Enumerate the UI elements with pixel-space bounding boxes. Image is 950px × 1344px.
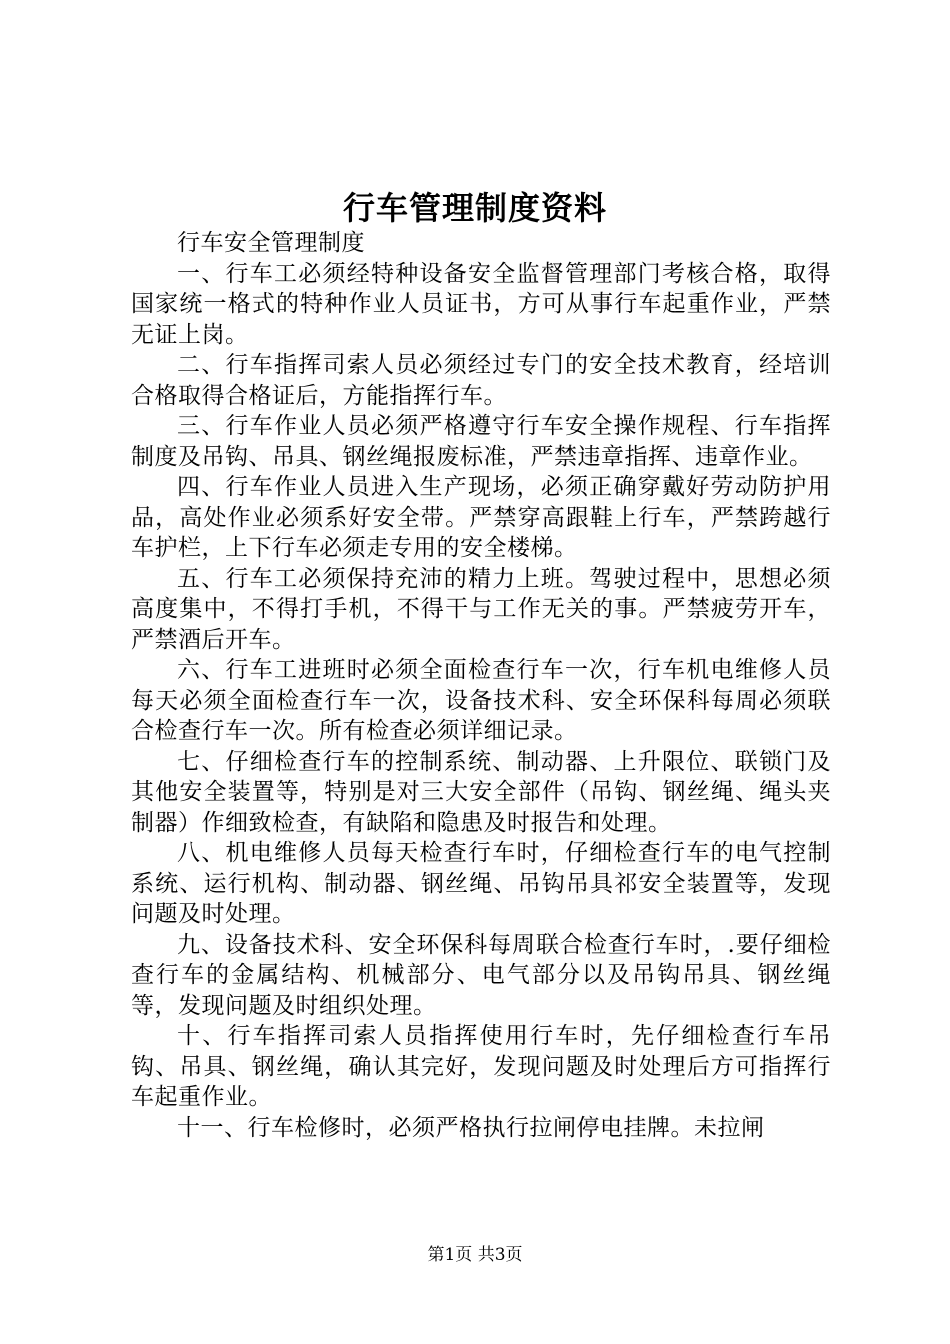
rule-paragraph-10: 十、行车指挥司索人员指挥使用行车时，先仔细检查行车吊钩、吊具、钢丝绳，确认其完好，发现问题及时处理后方可指挥行车起重作业。 [131, 1023, 831, 1110]
page-number-footer: 第1页 共3页 [427, 1245, 523, 1265]
section-heading: 行车安全管理制度 [177, 230, 365, 256]
rule-paragraph-7: 七、仔细检查行车的控制系统、制动器、上升限位、联锁门及其他安全装置等，特别是对三大安全部件（吊钩、钢丝绳、绳头夹制器）作细致检查，有缺陷和隐患及时报告和处理。 [131, 748, 831, 836]
rule-paragraph-11: 十一、行车检修时，必须严格执行拉闸停电挂牌。未拉闸 [177, 1114, 765, 1141]
document-body [131, 228, 831, 1143]
rule-paragraph-3: 三、行车作业人员必须严格遵守行车安全操作规程、行车指挥制度及吊钩、吊具、钢丝绳报废标准，严禁违章指挥、违章作业。 [131, 413, 831, 470]
rule-paragraph-4: 四、行车作业人员进入生产现场，必须正确穿戴好劳动防护用品，高处作业必须系好安全带。严禁穿高跟鞋上行车，严禁跨越行车护栏，上下行车必须走专用的安全楼梯。 [131, 474, 831, 561]
rule-paragraph-2: 二、行车指挥司索人员必须经过专门的安全技术教育，经培训合格取得合格证后，方能指挥行车。 [131, 352, 831, 409]
rule-paragraph-1: 一、行车工必须经特种设备安全监督管理部门考核合格，取得国家统一格式的特种作业人员证书，方可从事行车起重作业，严禁无证上岗。 [131, 260, 831, 348]
rule-paragraph-5: 五、行车工必须保持充沛的精力上班。驾驶过程中，思想必须高度集中，不得打手机，不得干与工作无关的事。严禁疲劳开车，严禁酒后开车。 [131, 565, 831, 653]
rule-paragraph-8: 八、机电维修人员每天检查行车时，仔细检查行车的电气控制系统、运行机构、制动器、钢丝绳、吊钩吊具祁安全装置等，发现问题及时处理。 [131, 840, 831, 927]
rule-paragraph-9: 九、设备技术科、安全环保科每周联合检查行车时，.要仔细检查行车的金属结构、机械部分、电气部分以及吊钩吊具、钢丝绳等，发现问题及时组织处理。 [131, 931, 831, 1019]
rule-paragraph-6: 六、行车工进班时必须全面检查行车一次，行车机电维修人员每天必须全面检查行车一次，设备技术科、安全环保科每周必须联合检查行车一次。所有检查必须详细记录。 [131, 657, 831, 744]
document-title: 行车管理制度资料 [342, 189, 607, 227]
